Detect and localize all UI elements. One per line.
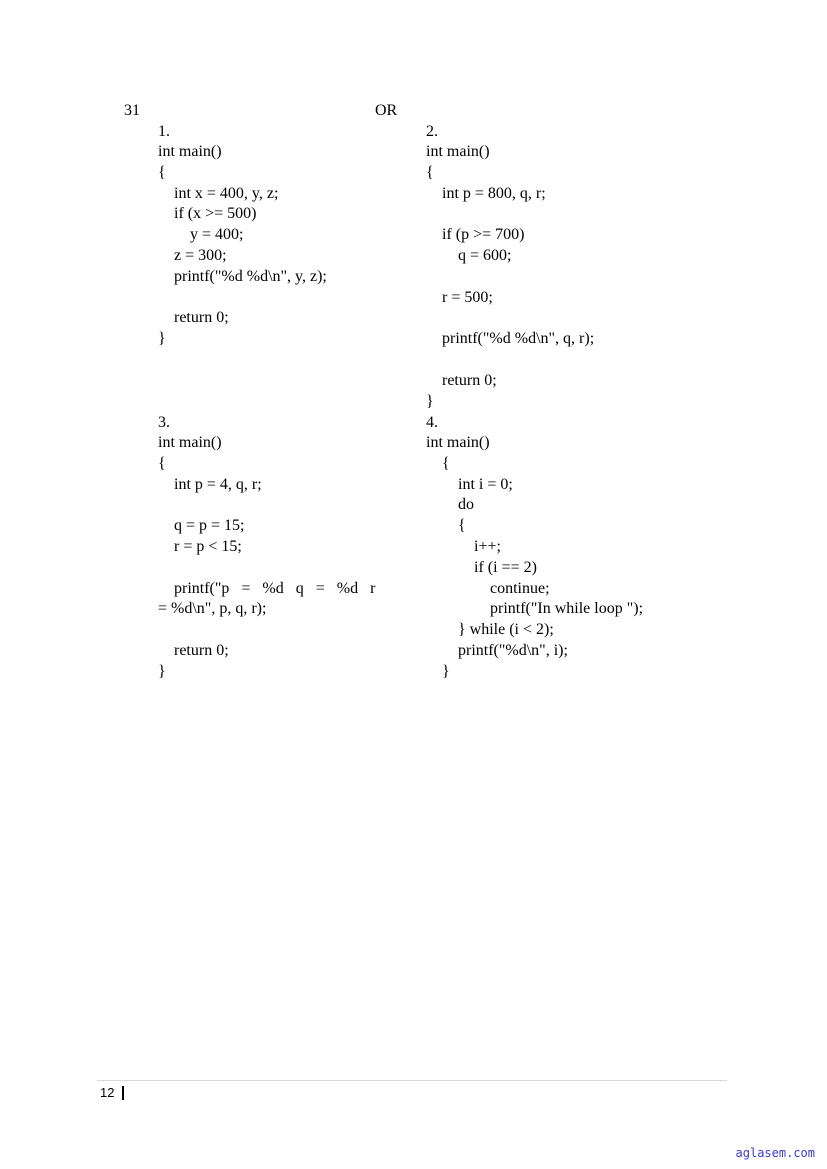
code-line: int main() xyxy=(158,143,222,160)
program-1-number: 1. xyxy=(158,123,170,140)
watermark: aglasem.com xyxy=(735,1146,815,1160)
code-line xyxy=(426,350,594,371)
code-line: printf("%d\n", i); xyxy=(426,641,568,659)
code-line: printf("p = %d q = %d r xyxy=(158,579,376,597)
code-line xyxy=(426,204,594,225)
code-line xyxy=(426,267,594,288)
code-line: printf("In while loop "); xyxy=(426,600,644,618)
code-line: int x = 400, y, z; xyxy=(158,184,279,202)
code-line: } xyxy=(158,330,166,348)
code-line: } xyxy=(158,662,166,680)
program-4-code xyxy=(426,433,643,683)
footer-divider xyxy=(97,1080,727,1081)
code-line: q = 600; xyxy=(426,246,512,264)
code-line: if (x >= 500) xyxy=(158,205,257,223)
code-line: return 0; xyxy=(158,309,229,327)
or-label: OR xyxy=(375,102,398,119)
program-2-number: 2. xyxy=(426,123,438,140)
code-line: int p = 800, q, r; xyxy=(426,184,546,202)
code-line: int p = 4, q, r; xyxy=(158,475,262,493)
code-line: int main() xyxy=(426,143,490,160)
code-line: } while (i < 2); xyxy=(426,621,554,639)
code-line: printf("%d %d\n", y, z); xyxy=(158,267,327,285)
program-3-code xyxy=(158,433,375,683)
code-line: } xyxy=(426,662,450,680)
code-line xyxy=(426,308,594,329)
program-4-number: 4. xyxy=(426,414,438,431)
page-number-separator xyxy=(122,1086,124,1100)
code-line: z = 300; xyxy=(158,246,227,264)
code-line: do xyxy=(426,496,474,514)
program-3-number: 3. xyxy=(158,414,170,431)
code-line xyxy=(158,495,375,516)
code-line xyxy=(158,288,327,309)
code-line: } xyxy=(426,392,434,410)
program-1-code xyxy=(158,142,327,350)
code-line: printf("%d %d\n", q, r); xyxy=(426,330,595,348)
code-line: if (i == 2) xyxy=(426,558,537,576)
code-line: { xyxy=(158,163,166,181)
code-line: r = 500; xyxy=(426,288,493,306)
code-line: { xyxy=(426,163,434,181)
code-line: return 0; xyxy=(426,371,497,389)
code-line: if (p >= 700) xyxy=(426,226,525,244)
code-line: int main() xyxy=(426,434,490,451)
code-line xyxy=(158,558,375,579)
code-line: i++; xyxy=(426,537,501,555)
code-line: { xyxy=(158,454,166,472)
code-line: r = p < 15; xyxy=(158,537,242,555)
code-line: { xyxy=(426,454,450,472)
code-line xyxy=(158,620,375,641)
code-line: return 0; xyxy=(158,641,229,659)
code-line: y = 400; xyxy=(158,226,244,244)
code-line: q = p = 15; xyxy=(158,517,245,535)
program-2-code xyxy=(426,142,594,412)
page-number: 12 xyxy=(100,1085,115,1100)
question-number: 31 xyxy=(124,102,140,119)
code-line: int i = 0; xyxy=(426,475,513,493)
code-line: int main() xyxy=(158,434,222,451)
code-line: { xyxy=(426,517,466,535)
code-line: continue; xyxy=(426,579,550,597)
code-line: = %d\n", p, q, r); xyxy=(158,600,267,618)
